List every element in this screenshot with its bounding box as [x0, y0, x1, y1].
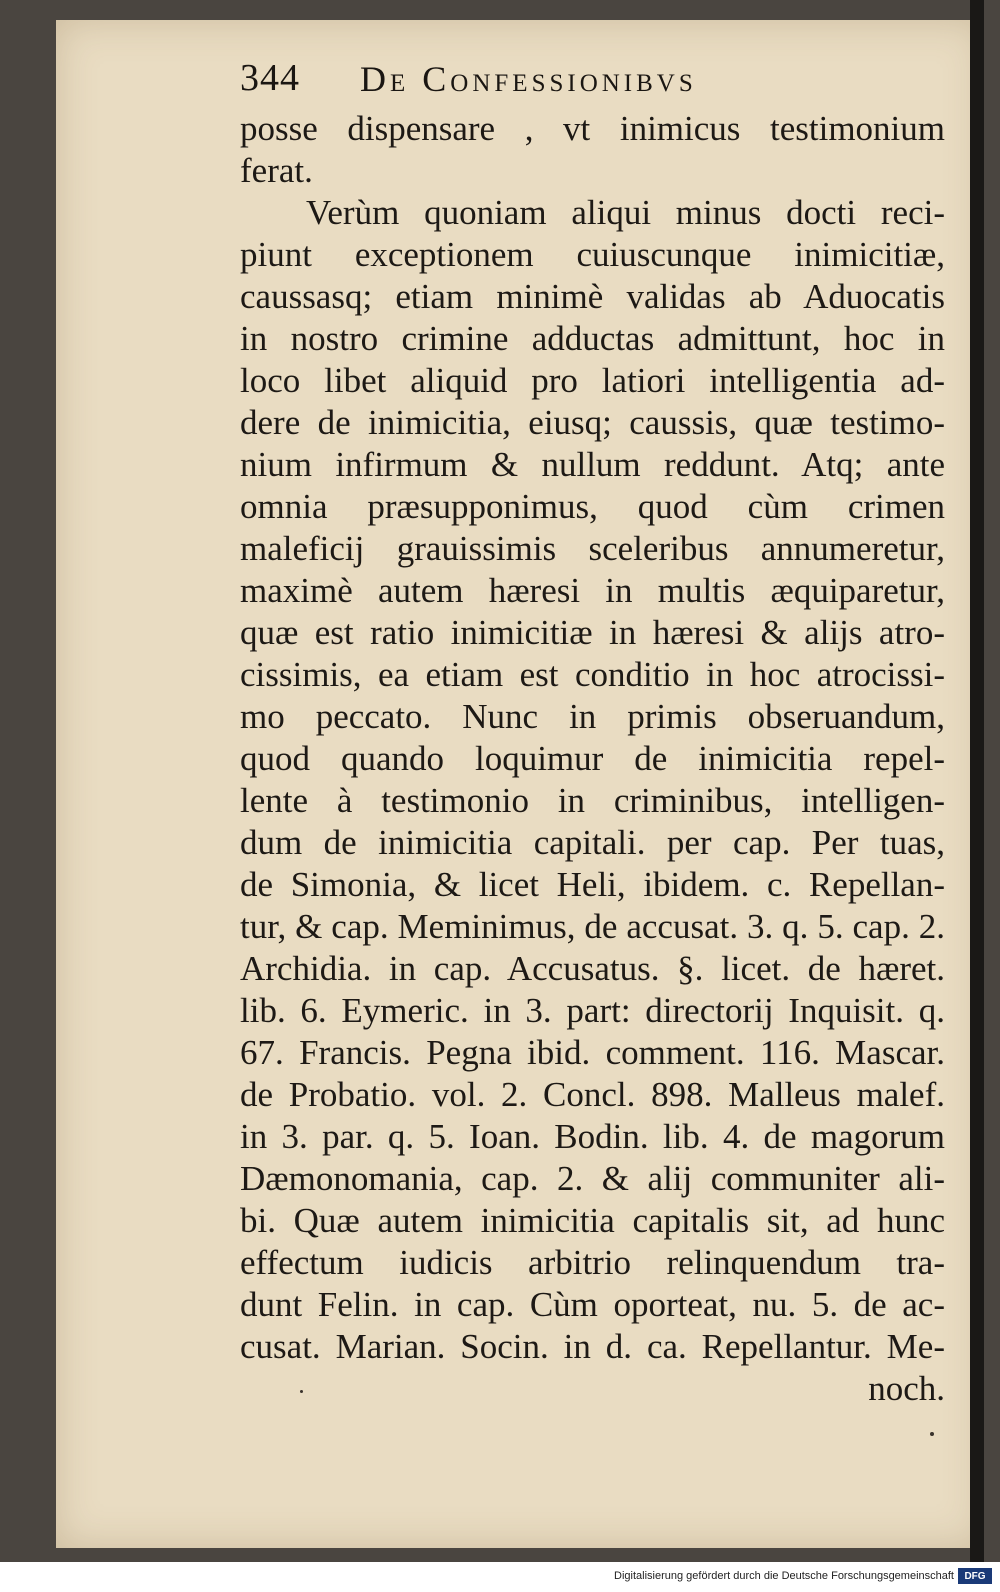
- text-line: effectum iudicis arbitrio relinquendum tra-: [240, 1243, 945, 1282]
- catchword: noch.: [868, 1369, 945, 1408]
- text-line: quod quando loquimur de inimicitia repel-: [240, 739, 945, 778]
- text-line: dere de inimicitia, eiusq; caussis, quæ testimo-: [240, 403, 945, 442]
- text-line: in nostro crimine adductas admittunt, hoc in: [240, 319, 945, 358]
- ink-speck: [930, 1432, 934, 1436]
- text-line: tur, & cap. Meminimus, de accusat. 3. q. 5. cap. 2.: [240, 907, 945, 946]
- text-line: Archidia. in cap. Accusatus. §. licet. de hæret.: [240, 949, 945, 988]
- text-line: 67. Francis. Pegna ibid. comment. 116. Mascar.: [240, 1033, 945, 1072]
- text-line: dum de inimicitia capitali. per cap. Per tuas,: [240, 823, 945, 862]
- text-line: cusat. Marian. Socin. in d. ca. Repellantur. Me-: [240, 1327, 945, 1366]
- text-line: omnia præsupponimus, quod cùm crimen: [240, 487, 945, 526]
- running-head: [240, 50, 940, 100]
- text-line: loco libet aliquid pro latiori intelligentia ad-: [240, 361, 945, 400]
- text-line: dunt Felin. in cap. Cùm oporteat, nu. 5. de ac-: [240, 1285, 945, 1324]
- text-line: bi. Quæ autem inimicitia capitalis sit, ad hunc: [240, 1201, 945, 1240]
- text-line: Dæmonomania, cap. 2. & alij communiter ali-: [240, 1159, 945, 1198]
- footer-bar: [0, 1562, 1000, 1592]
- text-line: maximè autem hæresi in multis æquiparetur,: [240, 571, 945, 610]
- text-line: cissimis, ea etiam est conditio in hoc atrocissi-: [240, 655, 945, 694]
- text-line: posse dispensare , vt inimicus testimonium: [240, 109, 945, 148]
- text-line: caussasq; etiam minimè validas ab Aduocatis: [240, 277, 945, 316]
- body-text: [240, 108, 945, 1410]
- text-line: lib. 6. Eymeric. in 3. part: directorij Inquisit. q.: [240, 991, 945, 1030]
- ink-speck: [300, 1390, 303, 1393]
- text-line: Verùm quoniam aliqui minus docti reci-: [306, 193, 945, 232]
- text-line: maleficij grauissimis sceleribus annumeretur,: [240, 529, 945, 568]
- scan-edge: [970, 0, 984, 1562]
- text-line: lente à testimonio in criminibus, intelligen-: [240, 781, 945, 820]
- text-line: de Probatio. vol. 2. Concl. 898. Malleus malef.: [240, 1075, 945, 1114]
- text-line: piunt exceptionem cuiuscunque inimicitiæ,: [240, 235, 945, 274]
- text-line: nium infirmum & nullum reddunt. Atq; ante: [240, 445, 945, 484]
- page-number: 344: [240, 57, 300, 99]
- text-line: in 3. par. q. 5. Ioan. Bodin. lib. 4. de magorum: [240, 1117, 945, 1156]
- running-title: De Confessionibvs: [360, 59, 697, 99]
- funding-credit: Digitalisierung gefördert durch die Deutsche Forschungsgemeinschaft: [614, 1570, 954, 1582]
- text-line: ferat.: [240, 151, 313, 190]
- text-line: mo peccato. Nunc in primis obseruandum,: [240, 697, 945, 736]
- text-line: quæ est ratio inimicitiæ in hæresi & alijs atro-: [240, 613, 945, 652]
- text-line: de Simonia, & licet Heli, ibidem. c. Repellan-: [240, 865, 945, 904]
- dfg-logo: DFG: [958, 1568, 992, 1584]
